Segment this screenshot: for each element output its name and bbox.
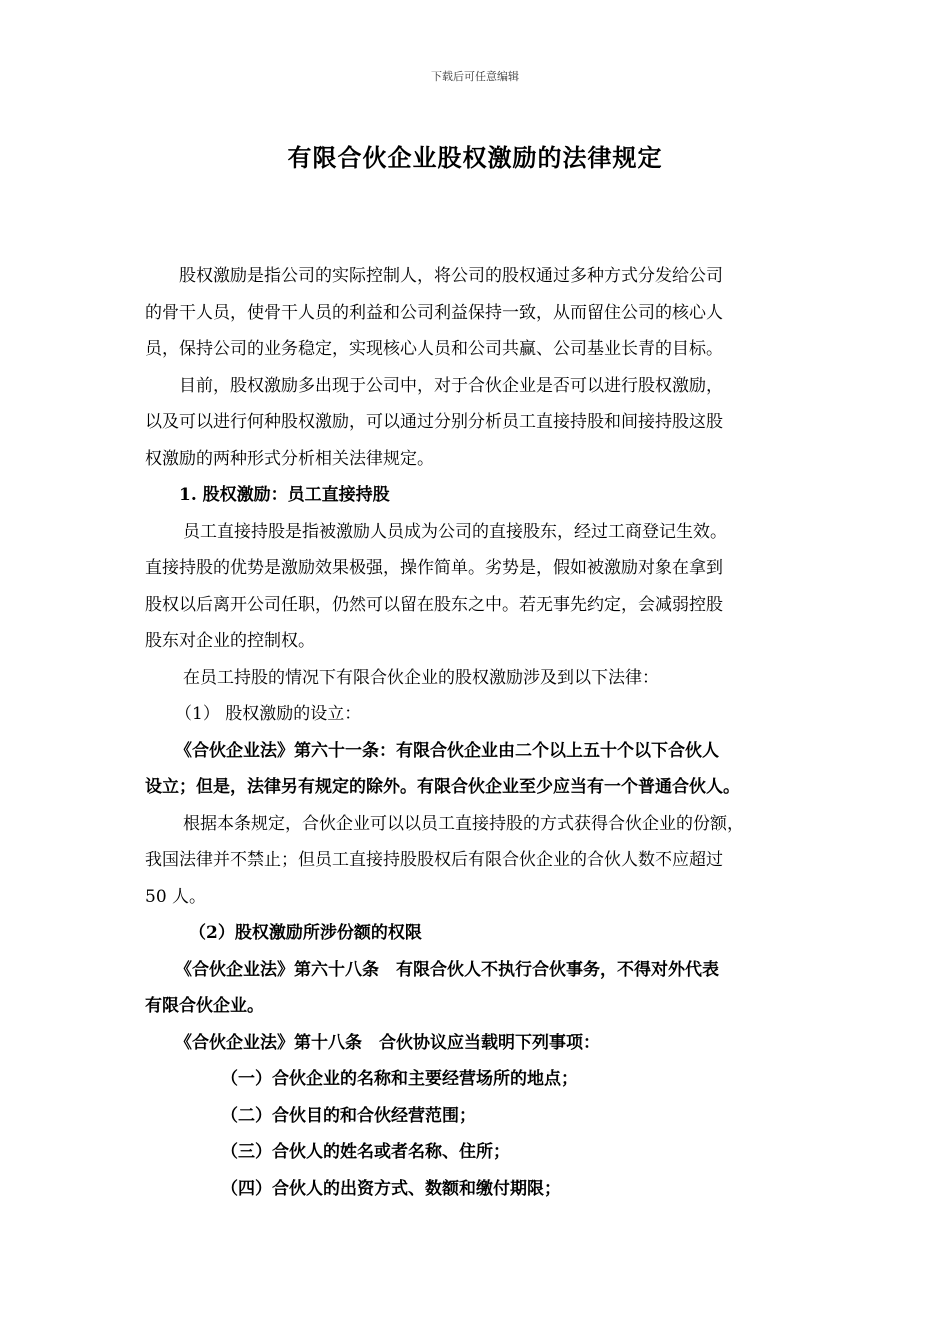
- subsection-heading: （2）股权激励所涉份额的权限: [189, 923, 422, 943]
- paragraph-line: 的骨干人员，使骨干人员的利益和公司利益保持一致，从而留住公司的核心人: [145, 302, 723, 323]
- paragraph-line: 50 人。: [145, 886, 207, 907]
- paragraph-line: 在员工持股的情况下有限合伙企业的股权激励涉及到以下法律：: [183, 667, 659, 688]
- law-quote-line: 《合伙企业法》第六十八条 有限合伙人不执行合伙事务，不得对外代表: [175, 959, 719, 980]
- section-heading: 1. 股权激励：员工直接持股: [179, 485, 390, 505]
- paragraph-line: 员，保持公司的业务稳定，实现核心人员和公司共赢、公司基业长青的目标。: [145, 339, 723, 359]
- paragraph-line: 我国法律并不禁止；但员工直接持股股权后有限合伙企业的合伙人数不应超过: [145, 850, 723, 870]
- law-quote-line: 设立；但是，法律另有规定的除外。有限合伙企业至少应当有一个普通合伙人。: [145, 777, 740, 797]
- paragraph-line: 股权激励是指公司的实际控制人，将公司的股权通过多种方式分发给公司: [179, 266, 723, 286]
- list-item: （四）合伙人的出资方式、数额和缴付期限；: [221, 1178, 561, 1199]
- page-header: 下载后可任意编辑: [431, 70, 519, 83]
- law-quote-line: 有限合伙企业。: [145, 996, 264, 1016]
- document-title: 有限合伙企业股权激励的法律规定: [287, 143, 663, 172]
- paragraph-line: 目前，股权激励多出现于公司中，对于合伙企业是否可以进行股权激励，: [179, 375, 723, 396]
- law-quote-line: 《合伙企业法》第十八条 合伙协议应当载明下列事项：: [175, 1032, 600, 1053]
- list-item: （二）合伙目的和合伙经营范围；: [221, 1105, 476, 1126]
- subsection-heading: （1） 股权激励的设立：: [175, 704, 362, 724]
- paragraph-line: 权激励的两种形式分析相关法律规定。: [145, 448, 434, 469]
- paragraph-line: 股东对企业的控制权。: [145, 631, 315, 651]
- paragraph-line: 以及可以进行何种股权激励，可以通过分别分析员工直接持股和间接持股这股: [145, 412, 723, 432]
- paragraph-line: 股权以后离开公司任职，仍然可以留在股东之中。若无事先约定，会减弱控股: [145, 594, 723, 615]
- paragraph-line: 员工直接持股是指被激励人员成为公司的直接股东，经过工商登记生效。: [183, 521, 727, 542]
- paragraph-line: 根据本条规定，合伙企业可以以员工直接持股的方式获得合伙企业的份额，: [183, 813, 744, 834]
- paragraph-line: 直接持股的优势是激励效果极强，操作简单。劣势是，假如被激励对象在拿到: [145, 558, 723, 578]
- list-item: （三）合伙人的姓名或者名称、住所；: [221, 1142, 510, 1162]
- list-item: （一）合伙企业的名称和主要经营场所的地点；: [221, 1069, 578, 1089]
- document-body: [145, 258, 810, 1207]
- law-quote-line: 《合伙企业法》第六十一条：有限合伙企业由二个以上五十个以下合伙人: [175, 740, 719, 761]
